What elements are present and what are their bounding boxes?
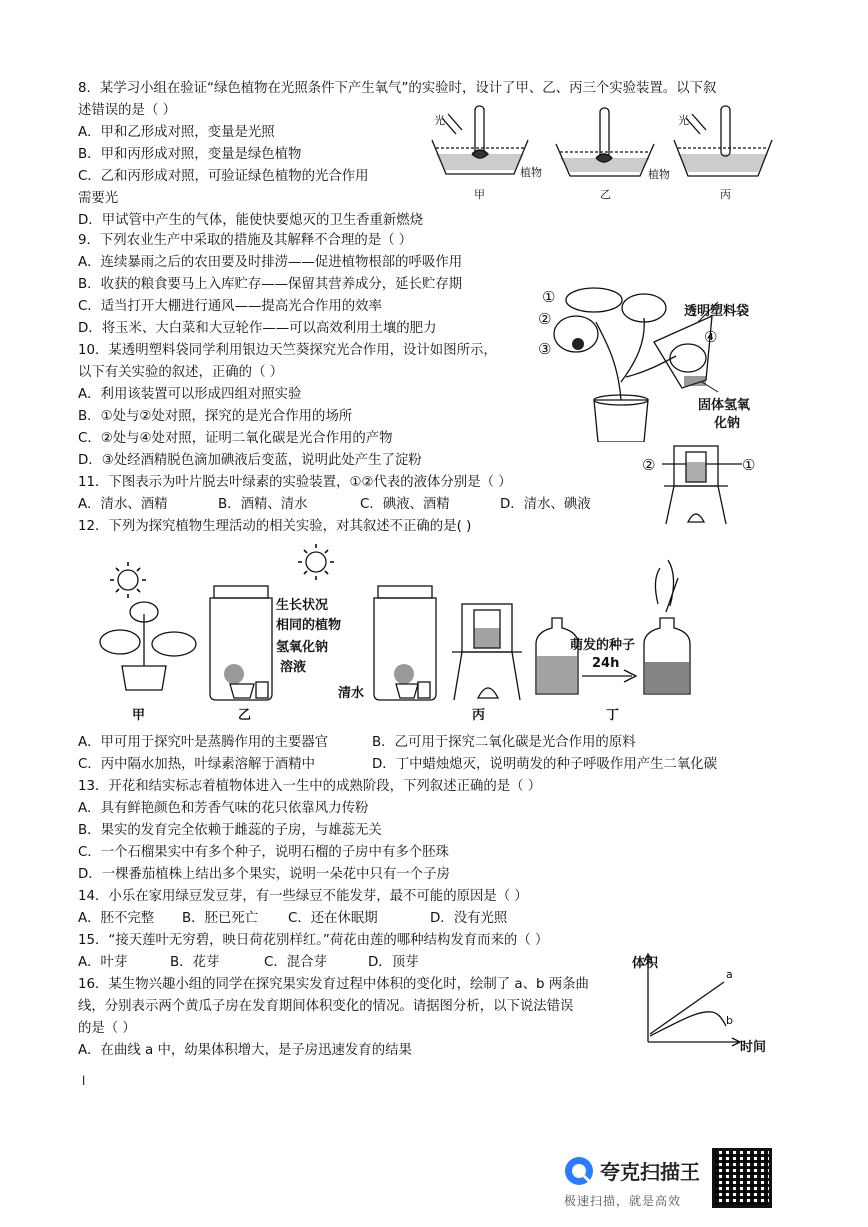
q8-option-b: B．甲和丙形成对照，变量是绿色植物 — [78, 147, 302, 162]
q16-stem-line3: 的是（ ） — [78, 1021, 136, 1036]
q12-same-plants-label-line2: 相同的植物 — [276, 618, 342, 633]
q12-hours-label: 24h — [592, 656, 620, 671]
q11-option-c: C．碘液、酒精 — [360, 497, 450, 512]
q14-option-c: C．还在休眠期 — [288, 911, 378, 926]
q12-option-b: B．乙可用于探究二氧化碳是光合作用的原料 — [372, 735, 636, 750]
q12-stem: 12．下列为探究植物生理活动的相关实验，对其叙述不正确的是( ) — [78, 519, 472, 534]
q16-figure — [628, 950, 778, 1054]
q16-stem-line1: 16．某生物兴趣小组的同学在探究果实发育过程中体积的变化时，绘制了 a、b 两条曲 — [78, 977, 589, 992]
q16-option-a: A．在曲线 a 中，幼果体积增大，是子房迅速发育的结果 — [78, 1043, 412, 1058]
q8-plant-label-jia: 植物 — [520, 166, 542, 179]
q8-stem-line2: 述错误的是（ ） — [78, 103, 176, 118]
q9-stem: 9．下列农业生产中采取的措施及其解释不合理的是（ ） — [78, 233, 413, 248]
q14-option-a: A．胚不完整 — [78, 911, 155, 926]
q12-naoh-label-line2: 溶液 — [280, 660, 307, 675]
q10-option-d: D．③处经酒精脱色滴加碘液后变蓝，说明此处产生了淀粉 — [78, 453, 422, 468]
q12-label-bing: 丙 — [472, 708, 486, 723]
q14-option-b: B．胚已死亡 — [182, 911, 259, 926]
q11-option-a: A．清水、酒精 — [78, 497, 168, 512]
q16-y-label: 体积 — [632, 956, 659, 971]
q12-option-d: D．丁中蜡烛熄灭，说明萌发的种子呼吸作用产生二氧化碳 — [372, 757, 718, 772]
brand-tagline: 极速扫描，就是高效 — [564, 1194, 682, 1208]
brand-name: 夸克扫描王 — [600, 1160, 700, 1184]
q12-same-plants-label-line1: 生长状况 — [276, 598, 329, 613]
q10-stem-line2: 以下有关实验的叙述，正确的（ ） — [78, 365, 284, 380]
q10-stem-line1: 10．某透明塑料袋同学利用银边天竺葵探究光合作用，设计如图所示， — [78, 343, 497, 358]
q10-marker-1: ① — [542, 288, 556, 306]
q13-option-c: C．一个石榴果实中有多个种子，说明石榴的子房中有多个胚珠 — [78, 845, 449, 860]
q12-experiments-drawing — [92, 544, 732, 724]
q13-stem: 13．开花和结实标志着植物体进入一生中的成熟阶段，下列叙述正确的是（ ） — [78, 779, 542, 794]
q12-naoh-label-line1: 氢氧化钠 — [276, 640, 329, 655]
q14-stem: 14．小乐在家用绿豆发豆芽，有一些绿豆不能发芽，最不可能的原因是（ ） — [78, 889, 528, 904]
q10-naoh-label-line1: 固体氢氧 — [698, 398, 751, 413]
q10-option-b: B．①处与②处对照，探究的是光合作用的场所 — [78, 409, 353, 424]
q10-marker-2: ② — [538, 310, 552, 328]
q16-curve-a-label: a — [726, 968, 733, 981]
q15-option-b: B．花芽 — [170, 955, 220, 970]
page-number: l — [82, 1074, 86, 1088]
q9-option-c: C．适当打开大棚进行通风——提高光合作用的效率 — [78, 299, 382, 314]
q9-option-a: A．连续暴雨之后的农田要及时排涝——促进植物根部的呼吸作用 — [78, 255, 463, 270]
q12-option-a: A．甲可用于探究叶是蒸腾作用的主要器官 — [78, 735, 329, 750]
q8-option-d: D．甲试管中产生的气体，能使快要熄灭的卫生香重新燃烧 — [78, 213, 424, 228]
qr-code-icon — [712, 1148, 772, 1208]
q10-marker-4: ④ — [704, 328, 718, 346]
q15-option-a: A．叶芽 — [78, 955, 128, 970]
q13-option-b: B．果实的发育完全依赖于雌蕊的子房，与雄蕊无关 — [78, 823, 382, 838]
q8-figure — [428, 104, 778, 204]
q15-stem: 15．“接天莲叶无穷碧，映日荷花别样红。”荷花由莲的哪种结构发育而来的（ ） — [78, 933, 549, 948]
q8-label-jia: 甲 — [474, 188, 485, 201]
q16-curve-b — [650, 1012, 726, 1036]
q11-marker-1: ① — [742, 456, 756, 474]
q10-naoh-label-line2: 化钠 — [714, 416, 741, 431]
q11-stem: 11．下图表示为叶片脱去叶绿素的实验装置，①②代表的液体分别是（ ） — [78, 475, 512, 490]
q9-option-d: D．将玉米、大白菜和大豆轮作——可以高效利用土壤的肥力 — [78, 321, 437, 336]
q13-option-d: D．一棵番茄植株上结出多个果实，说明一朵花中只有一个子房 — [78, 867, 450, 882]
q11-option-b: B．酒精、清水 — [218, 497, 308, 512]
q11-water-bath-drawing — [640, 442, 760, 526]
q8-option-c-cont: 需要光 — [78, 191, 119, 206]
q10-option-a: A．利用该装置可以形成四组对照实验 — [78, 387, 302, 402]
q12-label-ding: 丁 — [606, 708, 620, 723]
q11-marker-2: ② — [642, 456, 656, 474]
q13-option-a: A．具有鲜艳颜色和芳香气味的花只依靠风力传粉 — [78, 801, 369, 816]
q8-label-yi: 乙 — [600, 188, 611, 201]
q12-water-label: 清水 — [338, 686, 365, 701]
q11-option-d: D．清水、碘液 — [500, 497, 591, 512]
q10-bag-label: 透明塑料袋 — [684, 304, 750, 319]
q10-option-c: C．②处与④处对照，证明二氧化碳是光合作用的产物 — [78, 431, 393, 446]
q11-figure — [640, 442, 760, 526]
q15-option-c: C．混合芽 — [264, 955, 327, 970]
q8-option-a: A．甲和乙形成对照，变量是光照 — [78, 125, 275, 140]
q8-option-c: C．乙和丙形成对照，可验证绿色植物的光合作用 — [78, 169, 369, 184]
q16-curve-b-label: b — [726, 1014, 733, 1027]
q16-x-label: 时间 — [740, 1040, 767, 1055]
q8-light-label-bing: 光 — [678, 114, 689, 127]
q8-plant-label-yi: 植物 — [648, 168, 670, 181]
q10-figure — [536, 282, 776, 442]
q14-option-d: D．没有光照 — [430, 911, 508, 926]
q8-label-bing: 丙 — [720, 188, 731, 201]
q15-option-d: D．顶芽 — [368, 955, 419, 970]
q8-stem-line1: 8．某学习小组在验证“绿色植物在光照条件下产生氧气”的实验时，设计了甲、乙、丙三个实验装置。以下叙 — [78, 81, 717, 96]
q16-curve-a — [650, 982, 724, 1034]
q12-label-jia: 甲 — [132, 708, 146, 723]
q12-figure — [92, 544, 732, 724]
q12-label-yi: 乙 — [238, 708, 252, 723]
q8-light-label-jia: 光 — [434, 114, 445, 127]
q10-marker-3: ③ — [538, 340, 552, 358]
q12-seed-label: 萌发的种子 — [570, 638, 636, 653]
q9-option-b: B．收获的粮食要马上入库贮存——保留其营养成分，延长贮存期 — [78, 277, 463, 292]
brand-logo-icon — [562, 1154, 596, 1188]
q16-stem-line2: 线，分别表示两个黄瓜子房在发育期间体积变化的情况。请据图分析，以下说法错误 — [78, 999, 574, 1014]
q12-option-c: C．丙中隔水加热，叶绿素溶解于酒精中 — [78, 757, 315, 772]
